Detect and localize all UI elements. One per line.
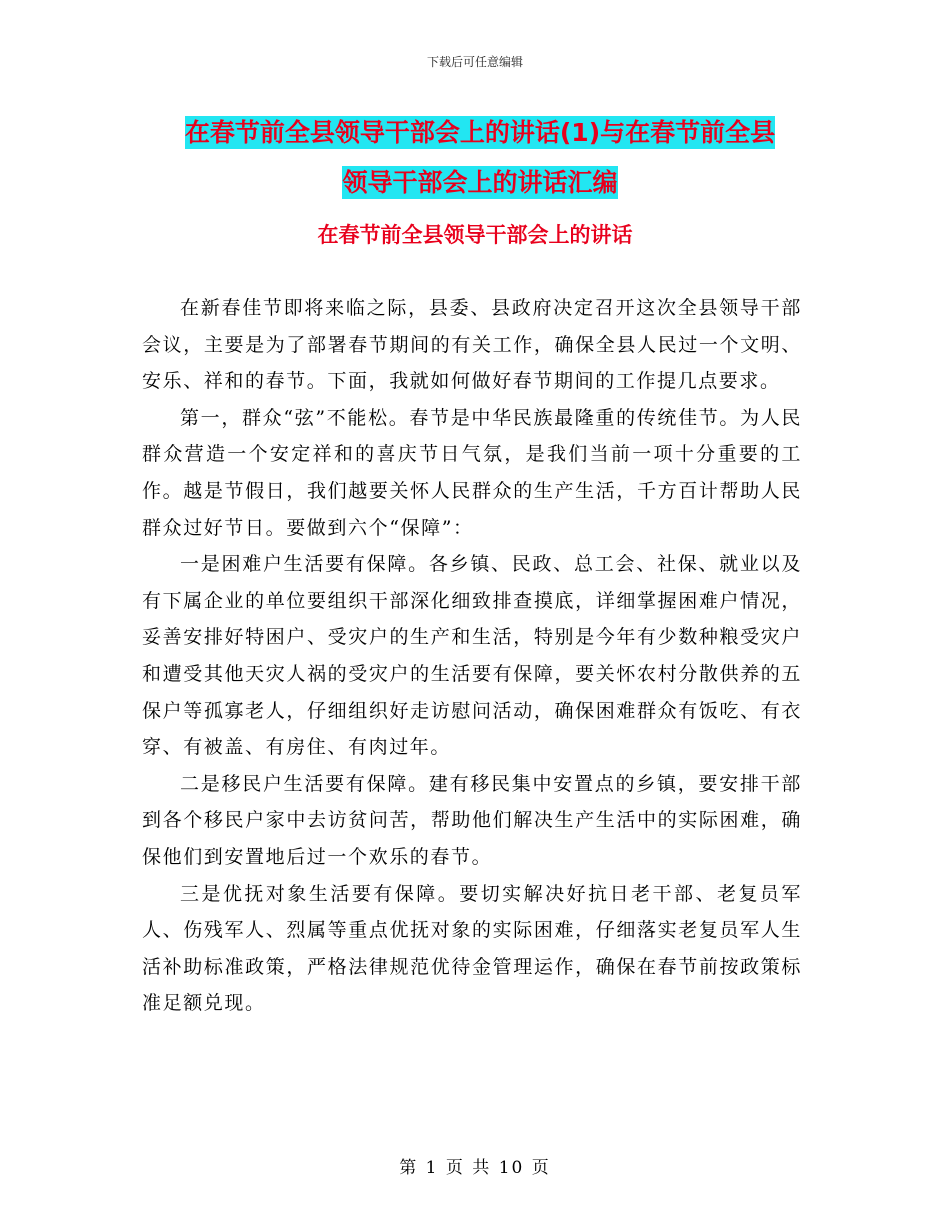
page-number: 第 1 页 共 10 页 (399, 1158, 551, 1178)
body-text (142, 290, 802, 1022)
header-note: 下载后可任意编辑 (426, 55, 523, 69)
section-title: 在春节前全县领导干部会上的讲话 (317, 223, 633, 247)
paragraph: 第一，群众“弦”不能松。春节是中华民族最隆重的传统佳节。为人民群众营造一个安定祥和的喜庆节日气氛，是我们当前一项十分重要的工作。越是节假日，我们越要关怀人民群众的生产生活，千方百计帮助人民群众过好节日。要做到六个“保障”： (142, 406, 802, 539)
title-line-2: 领导干部会上的讲话汇编 (342, 168, 618, 197)
paragraph: 二是移民户生活要有保障。建有移民集中安置点的乡镇，要安排干部到各个移民户家中去访贫问苦，帮助他们解决生产生活中的实际困难，确保他们到安置地后过一个欢乐的春节。 (142, 772, 802, 868)
title-line-1: 在春节前全县领导干部会上的讲话(1)与在春节前全县 (184, 118, 776, 147)
document-title (140, 108, 820, 208)
paragraph: 一是困难户生活要有保障。各乡镇、民政、总工会、社保、就业以及有下属企业的单位要组织干部深化细致排查摸底，详细掌握困难户情况，妥善安排好特困户、受灾户的生产和生活，特别是今年有少数种粮受灾户和遭受其他天灾人祸的受灾户的生活要有保障，要关怀农村分散供养的五保户等孤寡老人，仔细组织好走访慰问活动，确保困难群众有饭吃、有衣穿、有被盖、有房住、有肉过年。 (142, 553, 802, 759)
paragraph: 三是优抚对象生活要有保障。要切实解决好抗日老干部、老复员军人、伤残军人、烈属等重点优抚对象的实际困难，仔细落实老复员军人生活补助标准政策，严格法律规范优待金管理运作，确保在春节前按政策标准足额兑现。 (142, 882, 802, 1015)
paragraph: 在新春佳节即将来临之际，县委、县政府决定召开这次全县领导干部会议，主要是为了部署春节期间的有关工作，确保全县人民过一个文明、安乐、祥和的春节。下面，我就如何做好春节期间的工作提几点要求。 (142, 297, 802, 393)
